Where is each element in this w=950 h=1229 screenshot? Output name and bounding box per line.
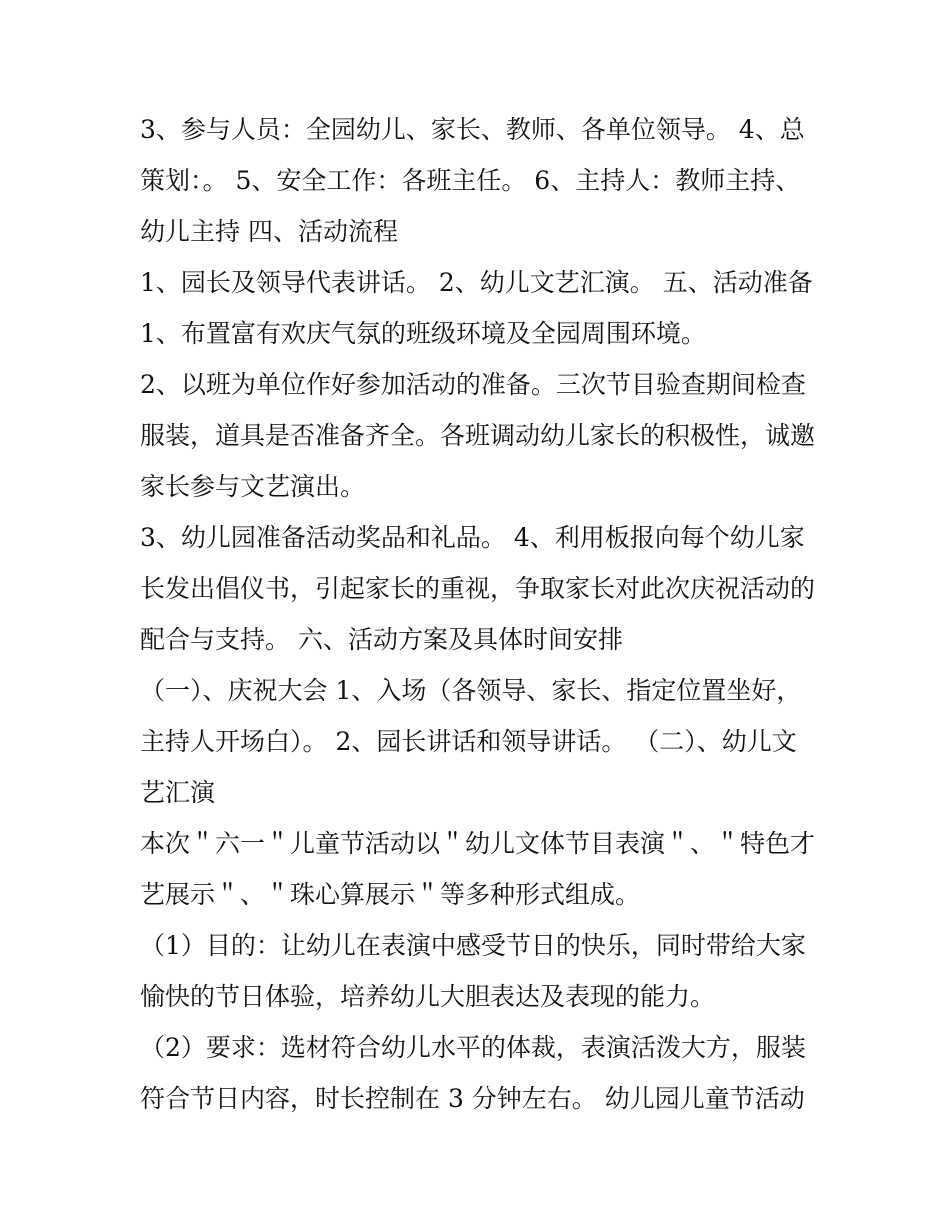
document-body [140,104,820,1124]
paragraph-performance-intro: 本次＂六一＂儿童节活动以＂幼儿文体节目表演＂、＂特色才艺展示＂、＂珠心算展示＂等多种形式组成。 [140,829,816,909]
paragraph-prep-class: 2、以班为单位作好参加活动的准备。三次节目验查期间检查服装，道具是否准备齐全。各班调动幼儿家长的积极性，诚邀家长参与文艺演出。 [140,370,816,501]
paragraph-prep-prizes: 3、幼儿园准备活动奖品和礼品。 4、利用板报向每个幼儿家长发出倡仪书，引起家长的重视，争取家长对此次庆祝活动的配合与支持。 六、活动方案及具体时间安排 [140,523,816,654]
paragraph-flow-speeches: 1、园长及领导代表讲话。 2、幼儿文艺汇演。 五、活动准备 [140,268,813,297]
paragraph-purpose: （1）目的：让幼儿在表演中感受节日的快乐，同时带给大家愉快的节日体验，培养幼儿大胆表达及表现的能力。 [140,931,806,1011]
paragraph-celebration-assembly: （一）、庆祝大会 1、入场（各领导、家长、指定位置坐好，主持人开场白）。 2、园长讲话和领导讲话。 （二）、幼儿文艺汇演 [140,676,802,807]
paragraph-requirements: （2）要求：选材符合幼儿水平的体裁，表演活泼大方，服装符合节日内容，时长控制在 3 分钟左右。 幼儿园儿童节活动 [140,1033,806,1113]
paragraph-prep-environment: 1、布置富有欢庆气氛的班级环境及全园周围环境。 [140,319,706,348]
paragraph-participants: 3、参与人员：全园幼儿、家长、教师、各单位领导。 4、总策划：。 5、安全工作：各班主任。 6、主持人：教师主持、幼儿主持 四、活动流程 [140,115,805,246]
